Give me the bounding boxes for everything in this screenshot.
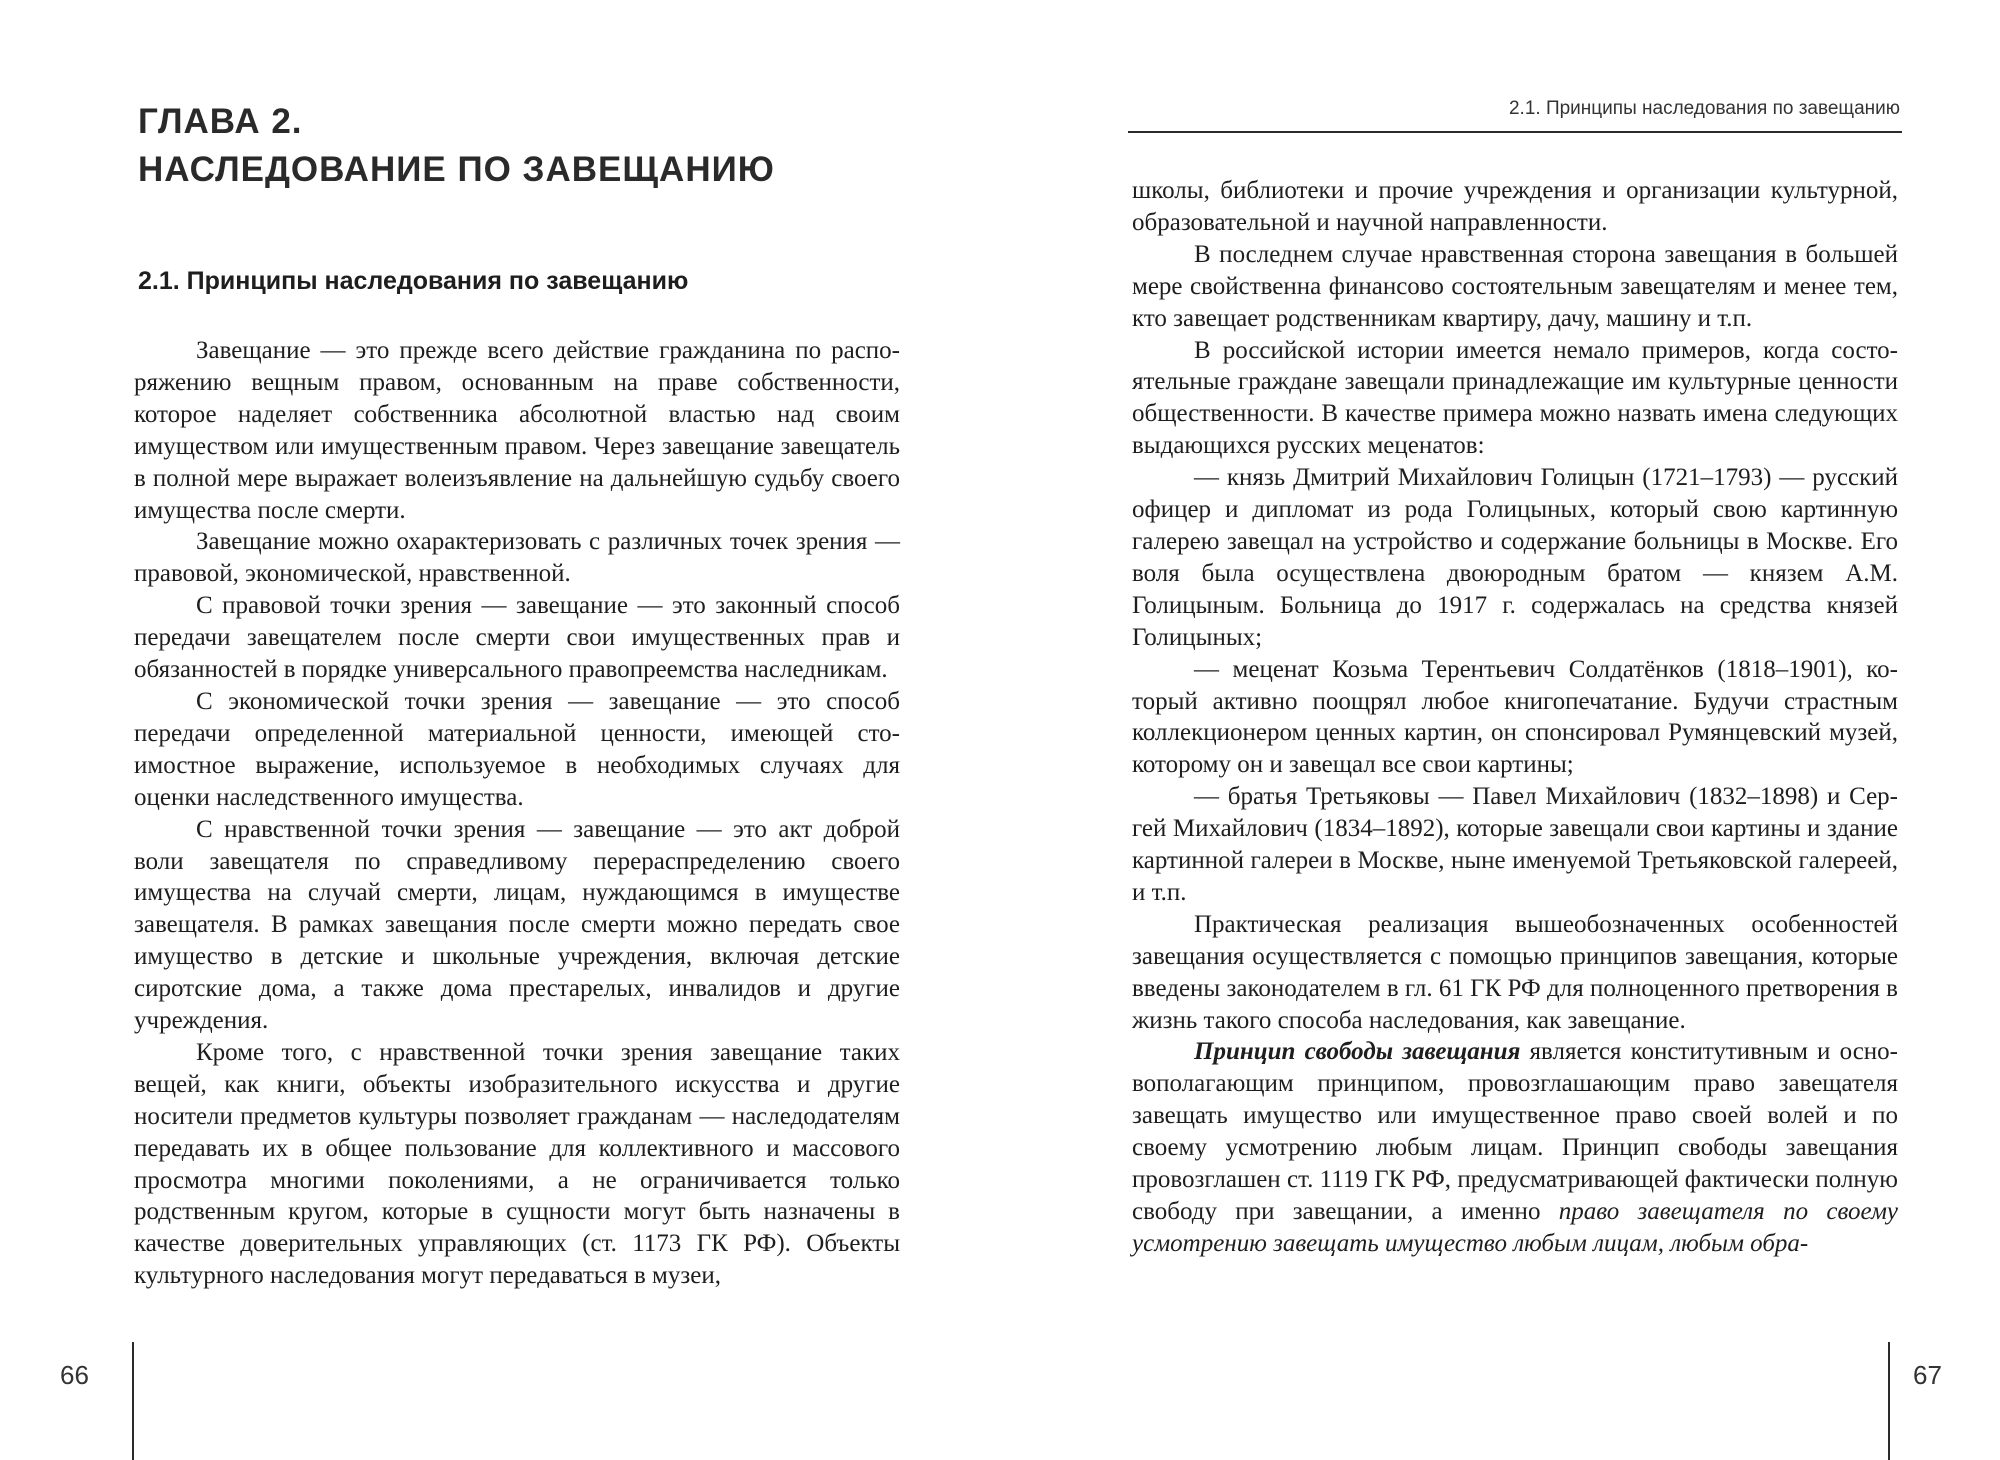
chapter-heading [138, 98, 775, 194]
right-page [1000, 0, 2000, 1460]
header-rule [1128, 131, 1902, 133]
paragraph: С нравственной точки зрения — завещание — это акт доброй воли завещателя по справедливому перераспределению своего имущества на случай смерти, лицам, нуждающимся в имуществе завещателя. В рамках завещания после смерти можно передать свое имущество в детские и школьные учреждения, включая детские сиротские дома, а также дома престарелых, инвалидов и другие учреждения. [134, 815, 900, 1035]
section-title: 2.1. Принципы наследования по завещанию [138, 267, 689, 295]
running-header: 2.1. Принципы наследования по завещанию [1508, 98, 1900, 119]
paragraph [1132, 1036, 1898, 1259]
chapter-number: ГЛАВА 2. [138, 102, 303, 141]
chapter-title: НАСЛЕДОВАНИЕ ПО ЗАВЕЩАНИЮ [138, 150, 775, 189]
page-margin-rule [1888, 1342, 1890, 1460]
paragraph: — меценат Козьма Терентьевич Солдатёнков (1818–1901), который активно поощрял любое книгопечатание. Будучи страстным коллекционером ценных картин, он спонсировал Румянцевский музей, которому он и завещал все свои картины; [1132, 655, 1898, 779]
page-number: 66 [60, 1360, 89, 1390]
page-margin-rule [132, 1342, 134, 1460]
paragraph-text: является конститутивным и основополагающим принципом, провозглашающим право завещателя завещать имущество или имущественное право своей волей и по своему усмотрению любым лицам. Принцип свободы завещания провозглашен ст. 1119 ГК РФ, предусматривающей фактически полную свободу при завещании, а именно [1132, 1038, 1898, 1225]
page-number: 67 [1913, 1360, 1942, 1390]
paragraph: Практическая реализация вышеобозначенных особенностей завещания осуществляется с помощью принципов завещания, которые введены законодателем в гл. 61 ГК РФ для полноценного претворения в жизнь такого способа наследования, как завещание. [1132, 910, 1898, 1034]
paragraph: Кроме того, с нравственной точки зрения завещание таких вещей, как книги, объекты изобразительного искусства и другие носители предметов культуры позволяет гражданам — наследодателям передавать их в общее пользование для коллективного и массового просмотра многими поколениями, а не ограничивается только родственным кругом, которые в сущности могут быть назначены в качестве доверительных управляющих (ст. 1173 ГК РФ). Объекты культурного наследования могут передаваться в музеи, [134, 1038, 900, 1290]
paragraph: Завещание — это прежде всего действие гражданина по распоряжению вещным правом, основанным на праве собственности, которое наделяет собственника абсолютной властью над своим имуществом или имущественным правом. Через завещание завещатель в полной мере выражает волеизъявление на дальнейшую судьбу своего имущества после смерти. [134, 337, 900, 524]
italic-emphasis: право завещателя по своему усмотрению завещать имущество любым лицам, любым обра- [1132, 1198, 1898, 1257]
paragraph: — братья Третьяковы — Павел Михайлович (1832–1898) и Сергей Михайлович (1834–1892), которые завещали свои картины и здание картинной галереи в Москве, ныне именуемой Третьяковской галереей, и т.п. [1132, 783, 1898, 906]
paragraph: С правовой точки зрения — завещание — это законный способ передачи завещателем после смерти свои имущественных прав и обязанностей в порядке универсального правопреемства наследникам. [134, 592, 900, 684]
paragraph: В последнем случае нравственная сторона завещания в большей мере свойственна финансово состоятельным завещателям и менее тем, кто завещает родственникам квартиру, дачу, машину и т.п. [1132, 240, 1898, 332]
left-page-body [134, 335, 900, 1292]
paragraph: В российской истории имеется немало примеров, когда состоятельные граждане завещали принадлежащие им культурные ценности общественности. В качестве примера можно назвать имена следующих выдающихся русских меценатов: [1132, 336, 1898, 460]
paragraph: Завещание можно охарактеризовать с различных точек зрения — правовой, экономической, нравственной. [134, 528, 900, 588]
paragraph: школы, библиотеки и прочие учреждения и организации культурной, образовательной и научной направленности. [1132, 177, 1898, 236]
principle-term: Принцип свободы завещания [1194, 1038, 1521, 1066]
paragraph: С экономической точки зрения — завещание — это способ передачи определенной материальной ценности, имеющей стоимостное выражение, используемое в необходимых случаях для оценки наследственного имущества. [134, 687, 900, 811]
paragraph: — князь Дмитрий Михайлович Голицын (1721–1793) — русский офицер и дипломат из рода Голицыных, который свою картинную галерею завещал на устройство и содержание больницы в Москве. Его воля была осуществлена двоюродным братом — князем А.М. Голицыным. Больница до 1917 г. содержалась на средства князей Голицыных; [1132, 464, 1898, 651]
right-page-body [1132, 175, 1898, 1260]
